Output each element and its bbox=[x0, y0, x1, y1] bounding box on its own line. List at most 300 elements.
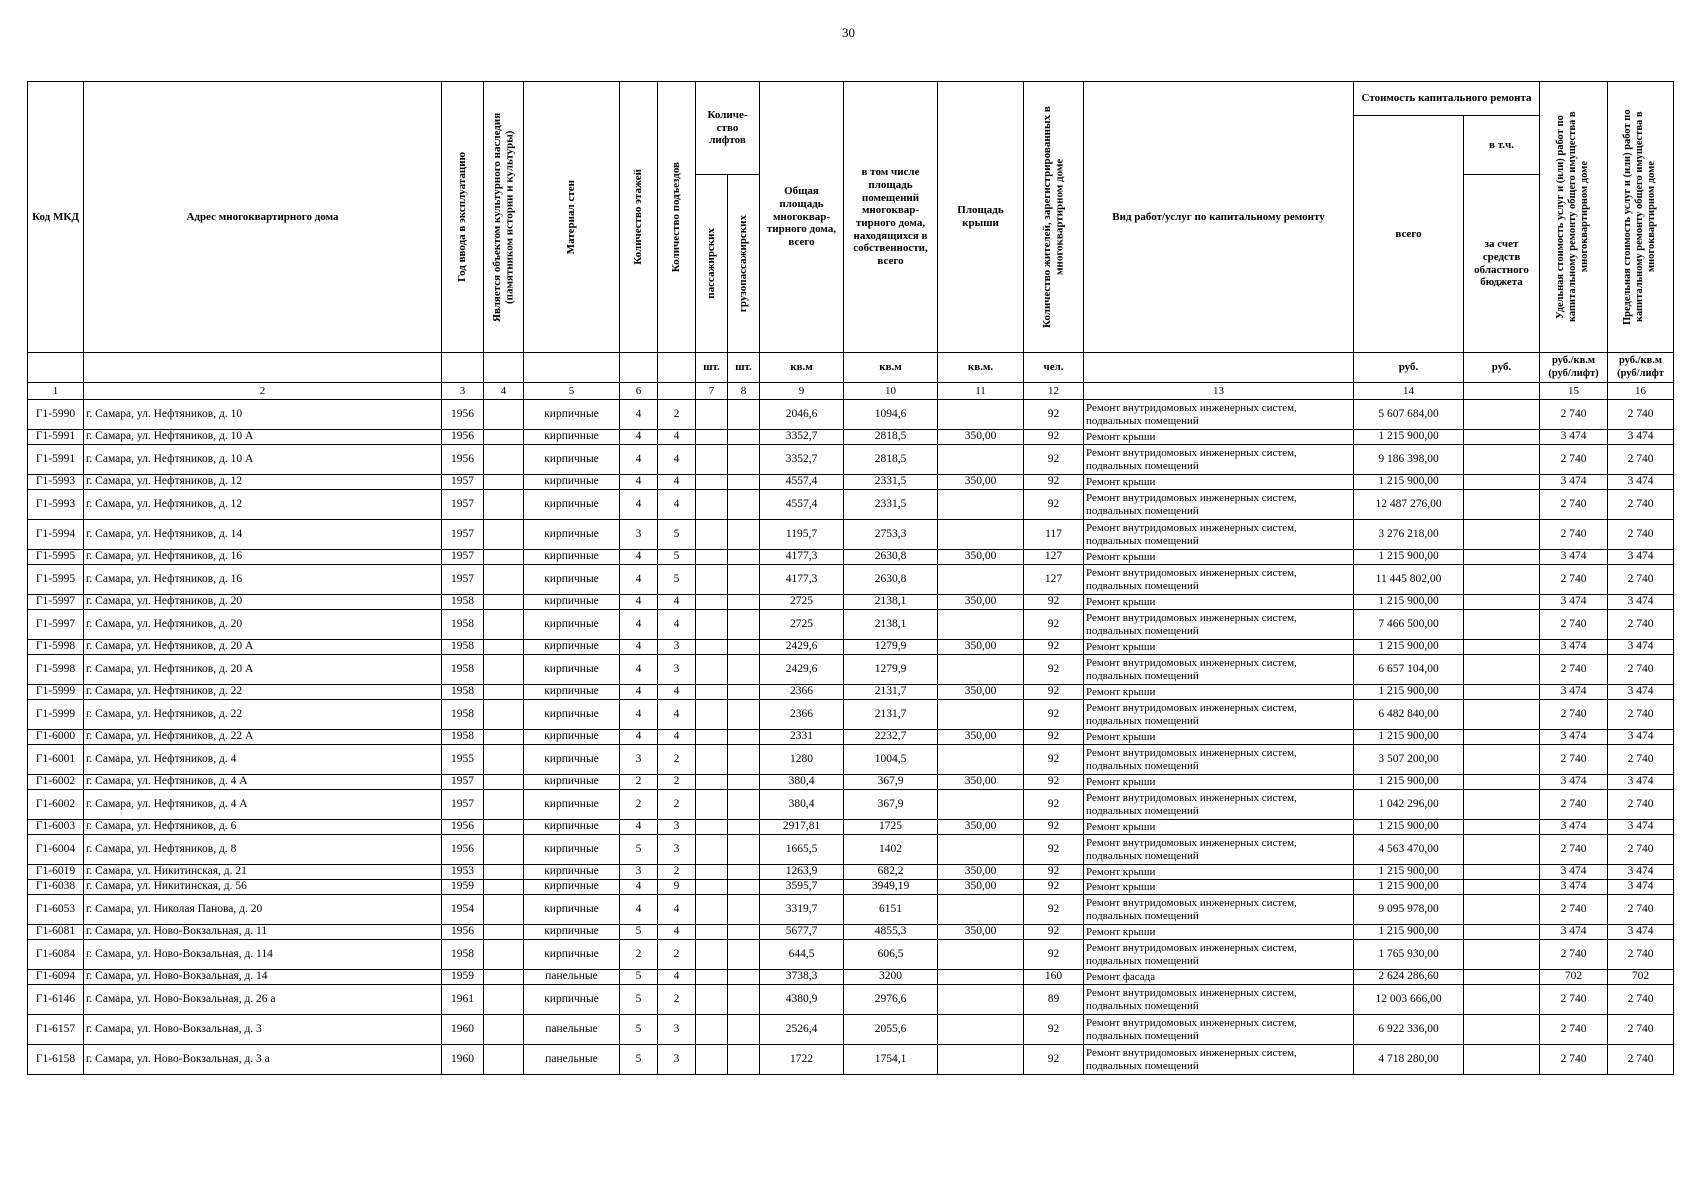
row-unit-cost: 2 740 bbox=[1540, 400, 1608, 430]
row-freight-lifts bbox=[728, 445, 760, 475]
row-owned-area: 3949,19 bbox=[844, 880, 938, 895]
row-code: Г1-5999 bbox=[28, 700, 84, 730]
row-max-cost: 3 474 bbox=[1608, 550, 1674, 565]
row-heritage bbox=[484, 865, 524, 880]
row-floors: 5 bbox=[620, 970, 658, 985]
row-owned-area: 2630,8 bbox=[844, 565, 938, 595]
unit-pcs: шт. bbox=[728, 353, 760, 383]
row-residents: 92 bbox=[1024, 730, 1084, 745]
row-year: 1953 bbox=[442, 865, 484, 880]
row-entrances: 5 bbox=[658, 520, 696, 550]
row-address: г. Самара, ул. Никитинская, д. 56 bbox=[84, 880, 442, 895]
row-passenger-lifts bbox=[696, 640, 728, 655]
row-regional-cost bbox=[1464, 550, 1540, 565]
header-unit-cost: Удельная стоимость услуг и (или) работ по капитальному ремонту общего имущества в многоквартирном доме bbox=[1555, 111, 1591, 323]
row-year: 1958 bbox=[442, 640, 484, 655]
header-floors: Количество этажей bbox=[632, 169, 645, 265]
row-passenger-lifts bbox=[696, 445, 728, 475]
row-code: Г1-5990 bbox=[28, 400, 84, 430]
row-floors: 4 bbox=[620, 820, 658, 835]
row-total-area: 1665,5 bbox=[760, 835, 844, 865]
row-unit-cost: 3 474 bbox=[1540, 550, 1608, 565]
row-max-cost: 2 740 bbox=[1608, 445, 1674, 475]
row-freight-lifts bbox=[728, 745, 760, 775]
row-unit-cost: 702 bbox=[1540, 970, 1608, 985]
row-passenger-lifts bbox=[696, 595, 728, 610]
header-incl: в т.ч. bbox=[1464, 116, 1540, 175]
row-cost: 12 487 276,00 bbox=[1354, 490, 1464, 520]
unit-area: кв.м bbox=[760, 353, 844, 383]
row-address: г. Самара, ул. Нефтяников, д. 6 bbox=[84, 820, 442, 835]
row-residents: 92 bbox=[1024, 685, 1084, 700]
row-heritage bbox=[484, 445, 524, 475]
col-number: 6 bbox=[620, 383, 658, 400]
row-work: Ремонт крыши bbox=[1084, 865, 1354, 880]
row-passenger-lifts bbox=[696, 940, 728, 970]
row-cost: 9 186 398,00 bbox=[1354, 445, 1464, 475]
row-freight-lifts bbox=[728, 895, 760, 925]
row-passenger-lifts bbox=[696, 970, 728, 985]
row-cost: 1 765 930,00 bbox=[1354, 940, 1464, 970]
unit-people: чел. bbox=[1024, 353, 1084, 383]
row-owned-area: 606,5 bbox=[844, 940, 938, 970]
row-work: Ремонт внутридомовых инженерных систем, подвальных помещений bbox=[1084, 520, 1354, 550]
row-year: 1957 bbox=[442, 550, 484, 565]
row-cost: 5 607 684,00 bbox=[1354, 400, 1464, 430]
row-address: г. Самара, ул. Нефтяников, д. 20 А bbox=[84, 640, 442, 655]
row-work: Ремонт крыши bbox=[1084, 685, 1354, 700]
row-code: Г1-5991 bbox=[28, 445, 84, 475]
row-floors: 4 bbox=[620, 880, 658, 895]
row-max-cost: 2 740 bbox=[1608, 490, 1674, 520]
table-row bbox=[28, 595, 1674, 610]
row-floors: 4 bbox=[620, 655, 658, 685]
row-owned-area: 1754,1 bbox=[844, 1045, 938, 1075]
table-row bbox=[28, 565, 1674, 595]
col-number: 2 bbox=[84, 383, 442, 400]
row-entrances: 5 bbox=[658, 550, 696, 565]
row-heritage bbox=[484, 400, 524, 430]
row-floors: 5 bbox=[620, 985, 658, 1015]
row-freight-lifts bbox=[728, 790, 760, 820]
row-code: Г1-6158 bbox=[28, 1045, 84, 1075]
row-total-area: 2366 bbox=[760, 700, 844, 730]
row-total-area: 1280 bbox=[760, 745, 844, 775]
row-max-cost: 2 740 bbox=[1608, 610, 1674, 640]
column-number-row bbox=[28, 383, 1674, 400]
row-unit-cost: 2 740 bbox=[1540, 520, 1608, 550]
row-address: г. Самара, ул. Нефтяников, д. 14 bbox=[84, 520, 442, 550]
row-year: 1955 bbox=[442, 745, 484, 775]
row-max-cost: 3 474 bbox=[1608, 730, 1674, 745]
row-year: 1960 bbox=[442, 1045, 484, 1075]
row-walls: кирпичные bbox=[524, 475, 620, 490]
row-walls: кирпичные bbox=[524, 610, 620, 640]
row-regional-cost bbox=[1464, 745, 1540, 775]
row-freight-lifts bbox=[728, 565, 760, 595]
row-walls: кирпичные bbox=[524, 550, 620, 565]
unit-pcs: шт. bbox=[696, 353, 728, 383]
header-heritage: Является объектом культурного наследия (памятником истории и культуры) bbox=[490, 112, 516, 322]
row-entrances: 2 bbox=[658, 400, 696, 430]
row-freight-lifts bbox=[728, 835, 760, 865]
row-roof-area: 350,00 bbox=[938, 775, 1024, 790]
row-address: г. Самара, ул. Нефтяников, д. 4 bbox=[84, 745, 442, 775]
row-floors: 5 bbox=[620, 1045, 658, 1075]
row-work: Ремонт внутридомовых инженерных систем, подвальных помещений bbox=[1084, 745, 1354, 775]
row-work: Ремонт крыши bbox=[1084, 730, 1354, 745]
row-regional-cost bbox=[1464, 520, 1540, 550]
row-floors: 4 bbox=[620, 730, 658, 745]
row-total-area: 3319,7 bbox=[760, 895, 844, 925]
row-freight-lifts bbox=[728, 655, 760, 685]
row-work: Ремонт внутридомовых инженерных систем, подвальных помещений bbox=[1084, 610, 1354, 640]
row-total-area: 2725 bbox=[760, 595, 844, 610]
row-floors: 4 bbox=[620, 490, 658, 520]
row-freight-lifts bbox=[728, 475, 760, 490]
row-total-area: 2429,6 bbox=[760, 640, 844, 655]
row-max-cost: 2 740 bbox=[1608, 655, 1674, 685]
row-code: Г1-5995 bbox=[28, 550, 84, 565]
row-cost: 4 718 280,00 bbox=[1354, 1045, 1464, 1075]
row-entrances: 9 bbox=[658, 880, 696, 895]
row-work: Ремонт крыши bbox=[1084, 595, 1354, 610]
row-year: 1956 bbox=[442, 925, 484, 940]
row-residents: 92 bbox=[1024, 835, 1084, 865]
row-freight-lifts bbox=[728, 430, 760, 445]
row-floors: 4 bbox=[620, 685, 658, 700]
row-code: Г1-5991 bbox=[28, 430, 84, 445]
row-residents: 89 bbox=[1024, 985, 1084, 1015]
row-code: Г1-6001 bbox=[28, 745, 84, 775]
row-passenger-lifts bbox=[696, 820, 728, 835]
row-total-area: 1722 bbox=[760, 1045, 844, 1075]
unit-area: кв.м. bbox=[938, 353, 1024, 383]
header-year: Год ввода в эксплуатацию bbox=[456, 152, 469, 282]
row-freight-lifts bbox=[728, 970, 760, 985]
row-roof-area: 350,00 bbox=[938, 820, 1024, 835]
row-unit-cost: 3 474 bbox=[1540, 640, 1608, 655]
row-unit-cost: 3 474 bbox=[1540, 865, 1608, 880]
row-floors: 4 bbox=[620, 640, 658, 655]
row-cost: 7 466 500,00 bbox=[1354, 610, 1464, 640]
table-row bbox=[28, 790, 1674, 820]
row-freight-lifts bbox=[728, 775, 760, 790]
row-passenger-lifts bbox=[696, 655, 728, 685]
row-walls: кирпичные bbox=[524, 655, 620, 685]
row-regional-cost bbox=[1464, 475, 1540, 490]
row-owned-area: 367,9 bbox=[844, 790, 938, 820]
row-address: г. Самара, ул. Нефтяников, д. 4 А bbox=[84, 775, 442, 790]
row-walls: кирпичные bbox=[524, 595, 620, 610]
row-total-area: 2526,4 bbox=[760, 1015, 844, 1045]
row-roof-area bbox=[938, 610, 1024, 640]
row-address: г. Самара, ул. Нефтяников, д. 8 bbox=[84, 835, 442, 865]
row-heritage bbox=[484, 925, 524, 940]
row-roof-area: 350,00 bbox=[938, 925, 1024, 940]
row-unit-cost: 2 740 bbox=[1540, 565, 1608, 595]
row-year: 1956 bbox=[442, 820, 484, 835]
row-freight-lifts bbox=[728, 490, 760, 520]
col-number: 1 bbox=[28, 383, 84, 400]
row-heritage bbox=[484, 895, 524, 925]
row-total-area: 4177,3 bbox=[760, 565, 844, 595]
row-passenger-lifts bbox=[696, 925, 728, 940]
row-roof-area bbox=[938, 940, 1024, 970]
row-roof-area bbox=[938, 565, 1024, 595]
row-residents: 92 bbox=[1024, 700, 1084, 730]
row-code: Г1-6038 bbox=[28, 880, 84, 895]
table-row bbox=[28, 490, 1674, 520]
row-work: Ремонт внутридомовых инженерных систем, подвальных помещений bbox=[1084, 1015, 1354, 1045]
row-code: Г1-5997 bbox=[28, 610, 84, 640]
row-code: Г1-5998 bbox=[28, 655, 84, 685]
table-row bbox=[28, 835, 1674, 865]
row-max-cost: 3 474 bbox=[1608, 865, 1674, 880]
row-address: г. Самара, ул. Николая Панова, д. 20 bbox=[84, 895, 442, 925]
row-code: Г1-6003 bbox=[28, 820, 84, 835]
row-roof-area bbox=[938, 970, 1024, 985]
table-row bbox=[28, 475, 1674, 490]
row-unit-cost: 3 474 bbox=[1540, 880, 1608, 895]
row-passenger-lifts bbox=[696, 1045, 728, 1075]
row-regional-cost bbox=[1464, 655, 1540, 685]
row-cost: 1 215 900,00 bbox=[1354, 430, 1464, 445]
row-year: 1959 bbox=[442, 880, 484, 895]
row-regional-cost bbox=[1464, 985, 1540, 1015]
row-residents: 127 bbox=[1024, 565, 1084, 595]
row-entrances: 3 bbox=[658, 835, 696, 865]
row-work: Ремонт внутридомовых инженерных систем, подвальных помещений bbox=[1084, 895, 1354, 925]
row-entrances: 4 bbox=[658, 895, 696, 925]
row-regional-cost bbox=[1464, 790, 1540, 820]
row-walls: кирпичные bbox=[524, 685, 620, 700]
row-code: Г1-6084 bbox=[28, 940, 84, 970]
row-regional-cost bbox=[1464, 610, 1540, 640]
row-heritage bbox=[484, 775, 524, 790]
row-year: 1956 bbox=[442, 400, 484, 430]
row-code: Г1-5993 bbox=[28, 490, 84, 520]
row-unit-cost: 2 740 bbox=[1540, 445, 1608, 475]
table-row bbox=[28, 1045, 1674, 1075]
row-work: Ремонт внутридомовых инженерных систем, подвальных помещений bbox=[1084, 940, 1354, 970]
row-residents: 92 bbox=[1024, 1045, 1084, 1075]
row-work: Ремонт внутридомовых инженерных систем, подвальных помещений bbox=[1084, 655, 1354, 685]
row-floors: 4 bbox=[620, 565, 658, 595]
row-owned-area: 1094,6 bbox=[844, 400, 938, 430]
row-heritage bbox=[484, 940, 524, 970]
row-heritage bbox=[484, 655, 524, 685]
row-total-area: 3738,3 bbox=[760, 970, 844, 985]
row-roof-area bbox=[938, 985, 1024, 1015]
row-address: г. Самара, ул. Ново-Вокзальная, д. 3 а bbox=[84, 1045, 442, 1075]
row-entrances: 2 bbox=[658, 790, 696, 820]
row-residents: 92 bbox=[1024, 595, 1084, 610]
row-total-area: 2429,6 bbox=[760, 655, 844, 685]
row-walls: кирпичные bbox=[524, 520, 620, 550]
row-freight-lifts bbox=[728, 700, 760, 730]
row-address: г. Самара, ул. Никитинская, д. 21 bbox=[84, 865, 442, 880]
row-total-area: 4557,4 bbox=[760, 490, 844, 520]
row-total-area: 644,5 bbox=[760, 940, 844, 970]
row-residents: 92 bbox=[1024, 940, 1084, 970]
row-entrances: 2 bbox=[658, 940, 696, 970]
row-unit-cost: 3 474 bbox=[1540, 775, 1608, 790]
row-heritage bbox=[484, 595, 524, 610]
row-year: 1956 bbox=[442, 835, 484, 865]
row-roof-area: 350,00 bbox=[938, 685, 1024, 700]
row-entrances: 4 bbox=[658, 970, 696, 985]
row-address: г. Самара, ул. Ново-Вокзальная, д. 114 bbox=[84, 940, 442, 970]
unit-rub-sqm: руб./кв.м (руб/лифт) bbox=[1540, 353, 1608, 383]
row-code: Г1-6002 bbox=[28, 775, 84, 790]
row-work: Ремонт крыши bbox=[1084, 880, 1354, 895]
row-max-cost: 2 740 bbox=[1608, 835, 1674, 865]
row-unit-cost: 2 740 bbox=[1540, 790, 1608, 820]
row-cost: 12 003 666,00 bbox=[1354, 985, 1464, 1015]
header-code: Код МКД bbox=[28, 82, 84, 353]
row-freight-lifts bbox=[728, 640, 760, 655]
row-cost: 11 445 802,00 bbox=[1354, 565, 1464, 595]
row-max-cost: 3 474 bbox=[1608, 595, 1674, 610]
col-number: 13 bbox=[1084, 383, 1354, 400]
row-unit-cost: 2 740 bbox=[1540, 1015, 1608, 1045]
row-work: Ремонт внутридомовых инженерных систем, подвальных помещений bbox=[1084, 565, 1354, 595]
row-freight-lifts bbox=[728, 685, 760, 700]
row-year: 1958 bbox=[442, 685, 484, 700]
row-residents: 92 bbox=[1024, 640, 1084, 655]
row-year: 1954 bbox=[442, 895, 484, 925]
row-code: Г1-6081 bbox=[28, 925, 84, 940]
row-freight-lifts bbox=[728, 820, 760, 835]
row-residents: 92 bbox=[1024, 400, 1084, 430]
row-address: г. Самара, ул. Нефтяников, д. 10 А bbox=[84, 430, 442, 445]
row-entrances: 3 bbox=[658, 655, 696, 685]
row-entrances: 3 bbox=[658, 640, 696, 655]
col-number bbox=[658, 383, 696, 400]
row-year: 1957 bbox=[442, 790, 484, 820]
row-regional-cost bbox=[1464, 400, 1540, 430]
row-max-cost: 2 740 bbox=[1608, 940, 1674, 970]
row-total-area: 5677,7 bbox=[760, 925, 844, 940]
row-owned-area: 2131,7 bbox=[844, 685, 938, 700]
unit-rub: руб. bbox=[1354, 353, 1464, 383]
col-number: 4 bbox=[484, 383, 524, 400]
row-residents: 92 bbox=[1024, 655, 1084, 685]
row-entrances: 2 bbox=[658, 865, 696, 880]
row-freight-lifts bbox=[728, 880, 760, 895]
row-total-area: 1263,9 bbox=[760, 865, 844, 880]
row-regional-cost bbox=[1464, 685, 1540, 700]
row-walls: кирпичные bbox=[524, 895, 620, 925]
row-max-cost: 3 474 bbox=[1608, 775, 1674, 790]
unit-rub: руб. bbox=[1464, 353, 1540, 383]
row-total-area: 4557,4 bbox=[760, 475, 844, 490]
row-year: 1960 bbox=[442, 1015, 484, 1045]
row-floors: 4 bbox=[620, 430, 658, 445]
row-owned-area: 2976,6 bbox=[844, 985, 938, 1015]
row-freight-lifts bbox=[728, 940, 760, 970]
header-entrances: Количество подъездов bbox=[670, 161, 683, 273]
row-heritage bbox=[484, 685, 524, 700]
row-total-area: 2331 bbox=[760, 730, 844, 745]
row-total-area: 380,4 bbox=[760, 790, 844, 820]
row-total-area: 2366 bbox=[760, 685, 844, 700]
row-unit-cost: 3 474 bbox=[1540, 595, 1608, 610]
row-address: г. Самара, ул. Нефтяников, д. 20 bbox=[84, 595, 442, 610]
row-unit-cost: 2 740 bbox=[1540, 940, 1608, 970]
row-owned-area: 4855,3 bbox=[844, 925, 938, 940]
header-walls: Материал стен bbox=[565, 179, 578, 255]
row-floors: 3 bbox=[620, 520, 658, 550]
col-number: 15 bbox=[1540, 383, 1608, 400]
col-number bbox=[1464, 383, 1540, 400]
row-regional-cost bbox=[1464, 1015, 1540, 1045]
row-unit-cost: 2 740 bbox=[1540, 835, 1608, 865]
row-owned-area: 2232,7 bbox=[844, 730, 938, 745]
row-year: 1959 bbox=[442, 970, 484, 985]
row-address: г. Самара, ул. Нефтяников, д. 16 bbox=[84, 565, 442, 595]
row-cost: 3 507 200,00 bbox=[1354, 745, 1464, 775]
row-address: г. Самара, ул. Ново-Вокзальная, д. 14 bbox=[84, 970, 442, 985]
row-code: Г1-5999 bbox=[28, 685, 84, 700]
row-cost: 1 215 900,00 bbox=[1354, 775, 1464, 790]
row-heritage bbox=[484, 430, 524, 445]
header-residents: Количество жителей, зарегистрированных в многоквартирном доме bbox=[1040, 106, 1066, 328]
row-code: Г1-5993 bbox=[28, 475, 84, 490]
row-year: 1957 bbox=[442, 520, 484, 550]
row-address: г. Самара, ул. Нефтяников, д. 4 А bbox=[84, 790, 442, 820]
row-heritage bbox=[484, 985, 524, 1015]
row-walls: кирпичные bbox=[524, 745, 620, 775]
row-cost: 1 215 900,00 bbox=[1354, 595, 1464, 610]
row-unit-cost: 3 474 bbox=[1540, 430, 1608, 445]
row-heritage bbox=[484, 565, 524, 595]
row-walls: панельные bbox=[524, 1045, 620, 1075]
row-residents: 92 bbox=[1024, 610, 1084, 640]
unit-area: кв.м bbox=[844, 353, 938, 383]
row-roof-area bbox=[938, 700, 1024, 730]
row-passenger-lifts bbox=[696, 790, 728, 820]
row-code: Г1-5995 bbox=[28, 565, 84, 595]
row-cost: 2 624 286,60 bbox=[1354, 970, 1464, 985]
row-owned-area: 2331,5 bbox=[844, 490, 938, 520]
row-floors: 2 bbox=[620, 775, 658, 790]
header-freight: грузопассажирских bbox=[737, 214, 750, 313]
row-total-area: 3352,7 bbox=[760, 430, 844, 445]
row-residents: 92 bbox=[1024, 775, 1084, 790]
row-roof-area: 350,00 bbox=[938, 865, 1024, 880]
row-entrances: 4 bbox=[658, 430, 696, 445]
row-year: 1958 bbox=[442, 610, 484, 640]
row-floors: 4 bbox=[620, 475, 658, 490]
row-owned-area: 2055,6 bbox=[844, 1015, 938, 1045]
row-entrances: 4 bbox=[658, 475, 696, 490]
row-max-cost: 2 740 bbox=[1608, 985, 1674, 1015]
row-owned-area: 2331,5 bbox=[844, 475, 938, 490]
row-unit-cost: 2 740 bbox=[1540, 490, 1608, 520]
row-address: г. Самара, ул. Нефтяников, д. 12 bbox=[84, 475, 442, 490]
row-cost: 6 922 336,00 bbox=[1354, 1015, 1464, 1045]
table-row bbox=[28, 745, 1674, 775]
header-lifts: Количе-ство лифтов bbox=[696, 82, 760, 175]
row-roof-area: 350,00 bbox=[938, 550, 1024, 565]
row-unit-cost: 3 474 bbox=[1540, 475, 1608, 490]
row-heritage bbox=[484, 610, 524, 640]
row-address: г. Самара, ул. Нефтяников, д. 16 bbox=[84, 550, 442, 565]
table-row bbox=[28, 775, 1674, 790]
row-entrances: 2 bbox=[658, 985, 696, 1015]
